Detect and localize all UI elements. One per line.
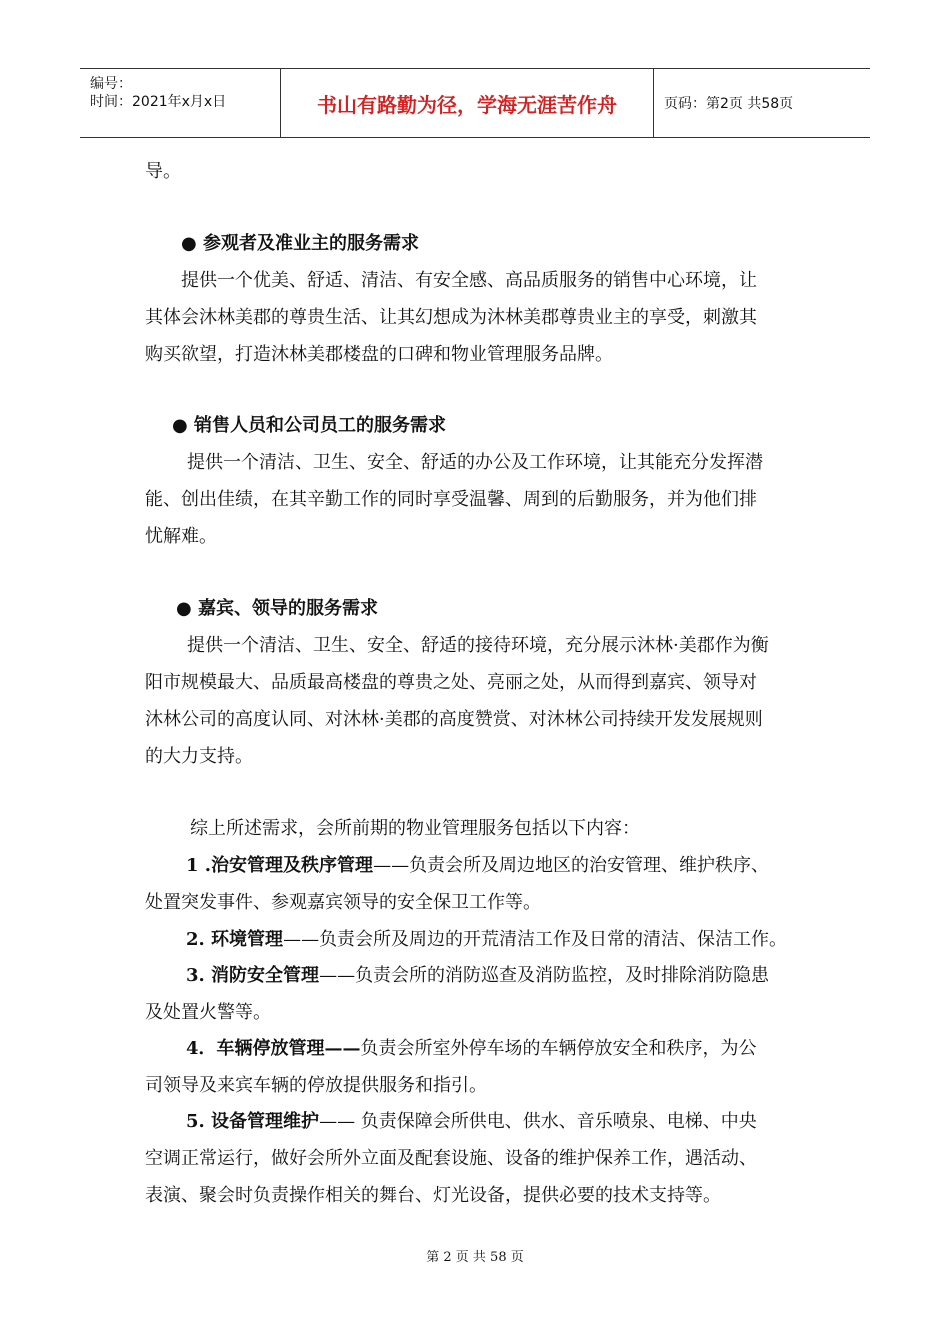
intro-tail: 导。 [145, 161, 181, 182]
list-item-title: 4．车辆停放管理—— [186, 1038, 361, 1059]
header-divider [653, 69, 654, 137]
list-item [186, 1037, 757, 1061]
paragraph-line: 提供一个优美、舒适、清洁、有安全感、高品质服务的销售中心环境，让 [181, 270, 757, 291]
section-heading-text: 销售人员和公司员工的服务需求 [194, 415, 446, 436]
header-page-info: 页码：第2页 共58页 [664, 96, 794, 112]
list-item-title: 5. 设备管理维护 [186, 1111, 320, 1132]
summary-line: 综上所述需求，会所前期的物业管理服务包括以下内容： [190, 818, 640, 839]
section-heading [181, 232, 419, 256]
page-footer: 第 2 页 共 58 页 [426, 1250, 524, 1265]
paragraph-line: 购买欲望，打造沐林美郡楼盘的口碑和物业管理服务品牌。 [145, 344, 613, 365]
list-item-continuation: 处置突发事件、参观嘉宾领导的安全保卫工作等。 [145, 892, 541, 913]
list-item [186, 1110, 757, 1134]
paragraph-line: 提供一个清洁、卫生、安全、舒适的办公及工作环境，让其能充分发挥潜 [187, 452, 763, 473]
list-item-continuation: 司领导及来宾车辆的停放提供服务和指引。 [145, 1075, 487, 1096]
list-item-title: 3. 消防安全管理 [186, 965, 320, 986]
list-item-text: 负责会所室外停车场的车辆停放安全和秩序，为公 [360, 1038, 757, 1059]
list-item-title: 1 .治安管理及秩序管理 [186, 855, 374, 876]
page-header [80, 68, 870, 138]
section-heading-text: 参观者及准业主的服务需求 [203, 233, 419, 254]
list-item-continuation: 空调正常运行，做好会所外立面及配套设施、设备的维护保养工作，遇活动、 [145, 1148, 757, 1169]
list-item-continuation: 表演、聚会时负责操作相关的舞台、灯光设备，提供必要的技术支持等。 [145, 1185, 721, 1206]
header-time-label: 时间：2021年x月x日 [90, 94, 227, 110]
header-meta [80, 69, 280, 137]
paragraph-line: 能、创出佳绩，在其辛勤工作的同时享受温馨、周到的后勤服务，并为他们排 [145, 489, 757, 510]
bullet-icon: ● [172, 415, 188, 436]
section-heading [176, 597, 378, 621]
paragraph-line: 的大力支持。 [145, 746, 253, 767]
section-heading-text: 嘉宾、领导的服务需求 [198, 598, 378, 619]
list-item [186, 928, 787, 952]
header-number-label: 编号： [90, 76, 132, 92]
list-item-text: ——负责会所及周边地区的治安管理、维护秩序、 [373, 855, 770, 876]
list-item [186, 854, 769, 878]
paragraph-line: 提供一个清洁、卫生、安全、舒适的接待环境，充分展示沐林·美郡作为衡 [187, 635, 769, 656]
paragraph-line: 沐林公司的高度认同、对沐林·美郡的高度赞赏、对沐林公司持续开发发展规则 [145, 709, 763, 730]
paragraph-line: 忧解难。 [145, 526, 217, 547]
list-item-title: 2. 环境管理 [186, 929, 284, 950]
bullet-icon: ● [176, 598, 192, 619]
paragraph-line: 其体会沐林美郡的尊贵生活、让其幻想成为沐林美郡尊贵业主的享受，刺激其 [145, 307, 757, 328]
list-item-continuation: 及处置火警等。 [145, 1002, 271, 1023]
list-item-text: ——负责会所及周边的开荒清洁工作及日常的清洁、保洁工作。 [283, 929, 788, 950]
header-motto: 书山有路勤为径，学海无涯苦作舟 [317, 92, 617, 117]
list-item [186, 964, 769, 988]
list-item-text: —— 负责保障会所供电、供水、音乐喷泉、电梯、中央 [319, 1111, 757, 1132]
list-item-text: ——负责会所的消防巡查及消防监控，及时排除消防隐患 [319, 965, 770, 986]
section-heading [172, 414, 446, 438]
paragraph-line: 阳市规模最大、品质最高楼盘的尊贵之处、亮丽之处，从而得到嘉宾、领导对 [145, 672, 757, 693]
bullet-icon: ● [181, 233, 197, 254]
